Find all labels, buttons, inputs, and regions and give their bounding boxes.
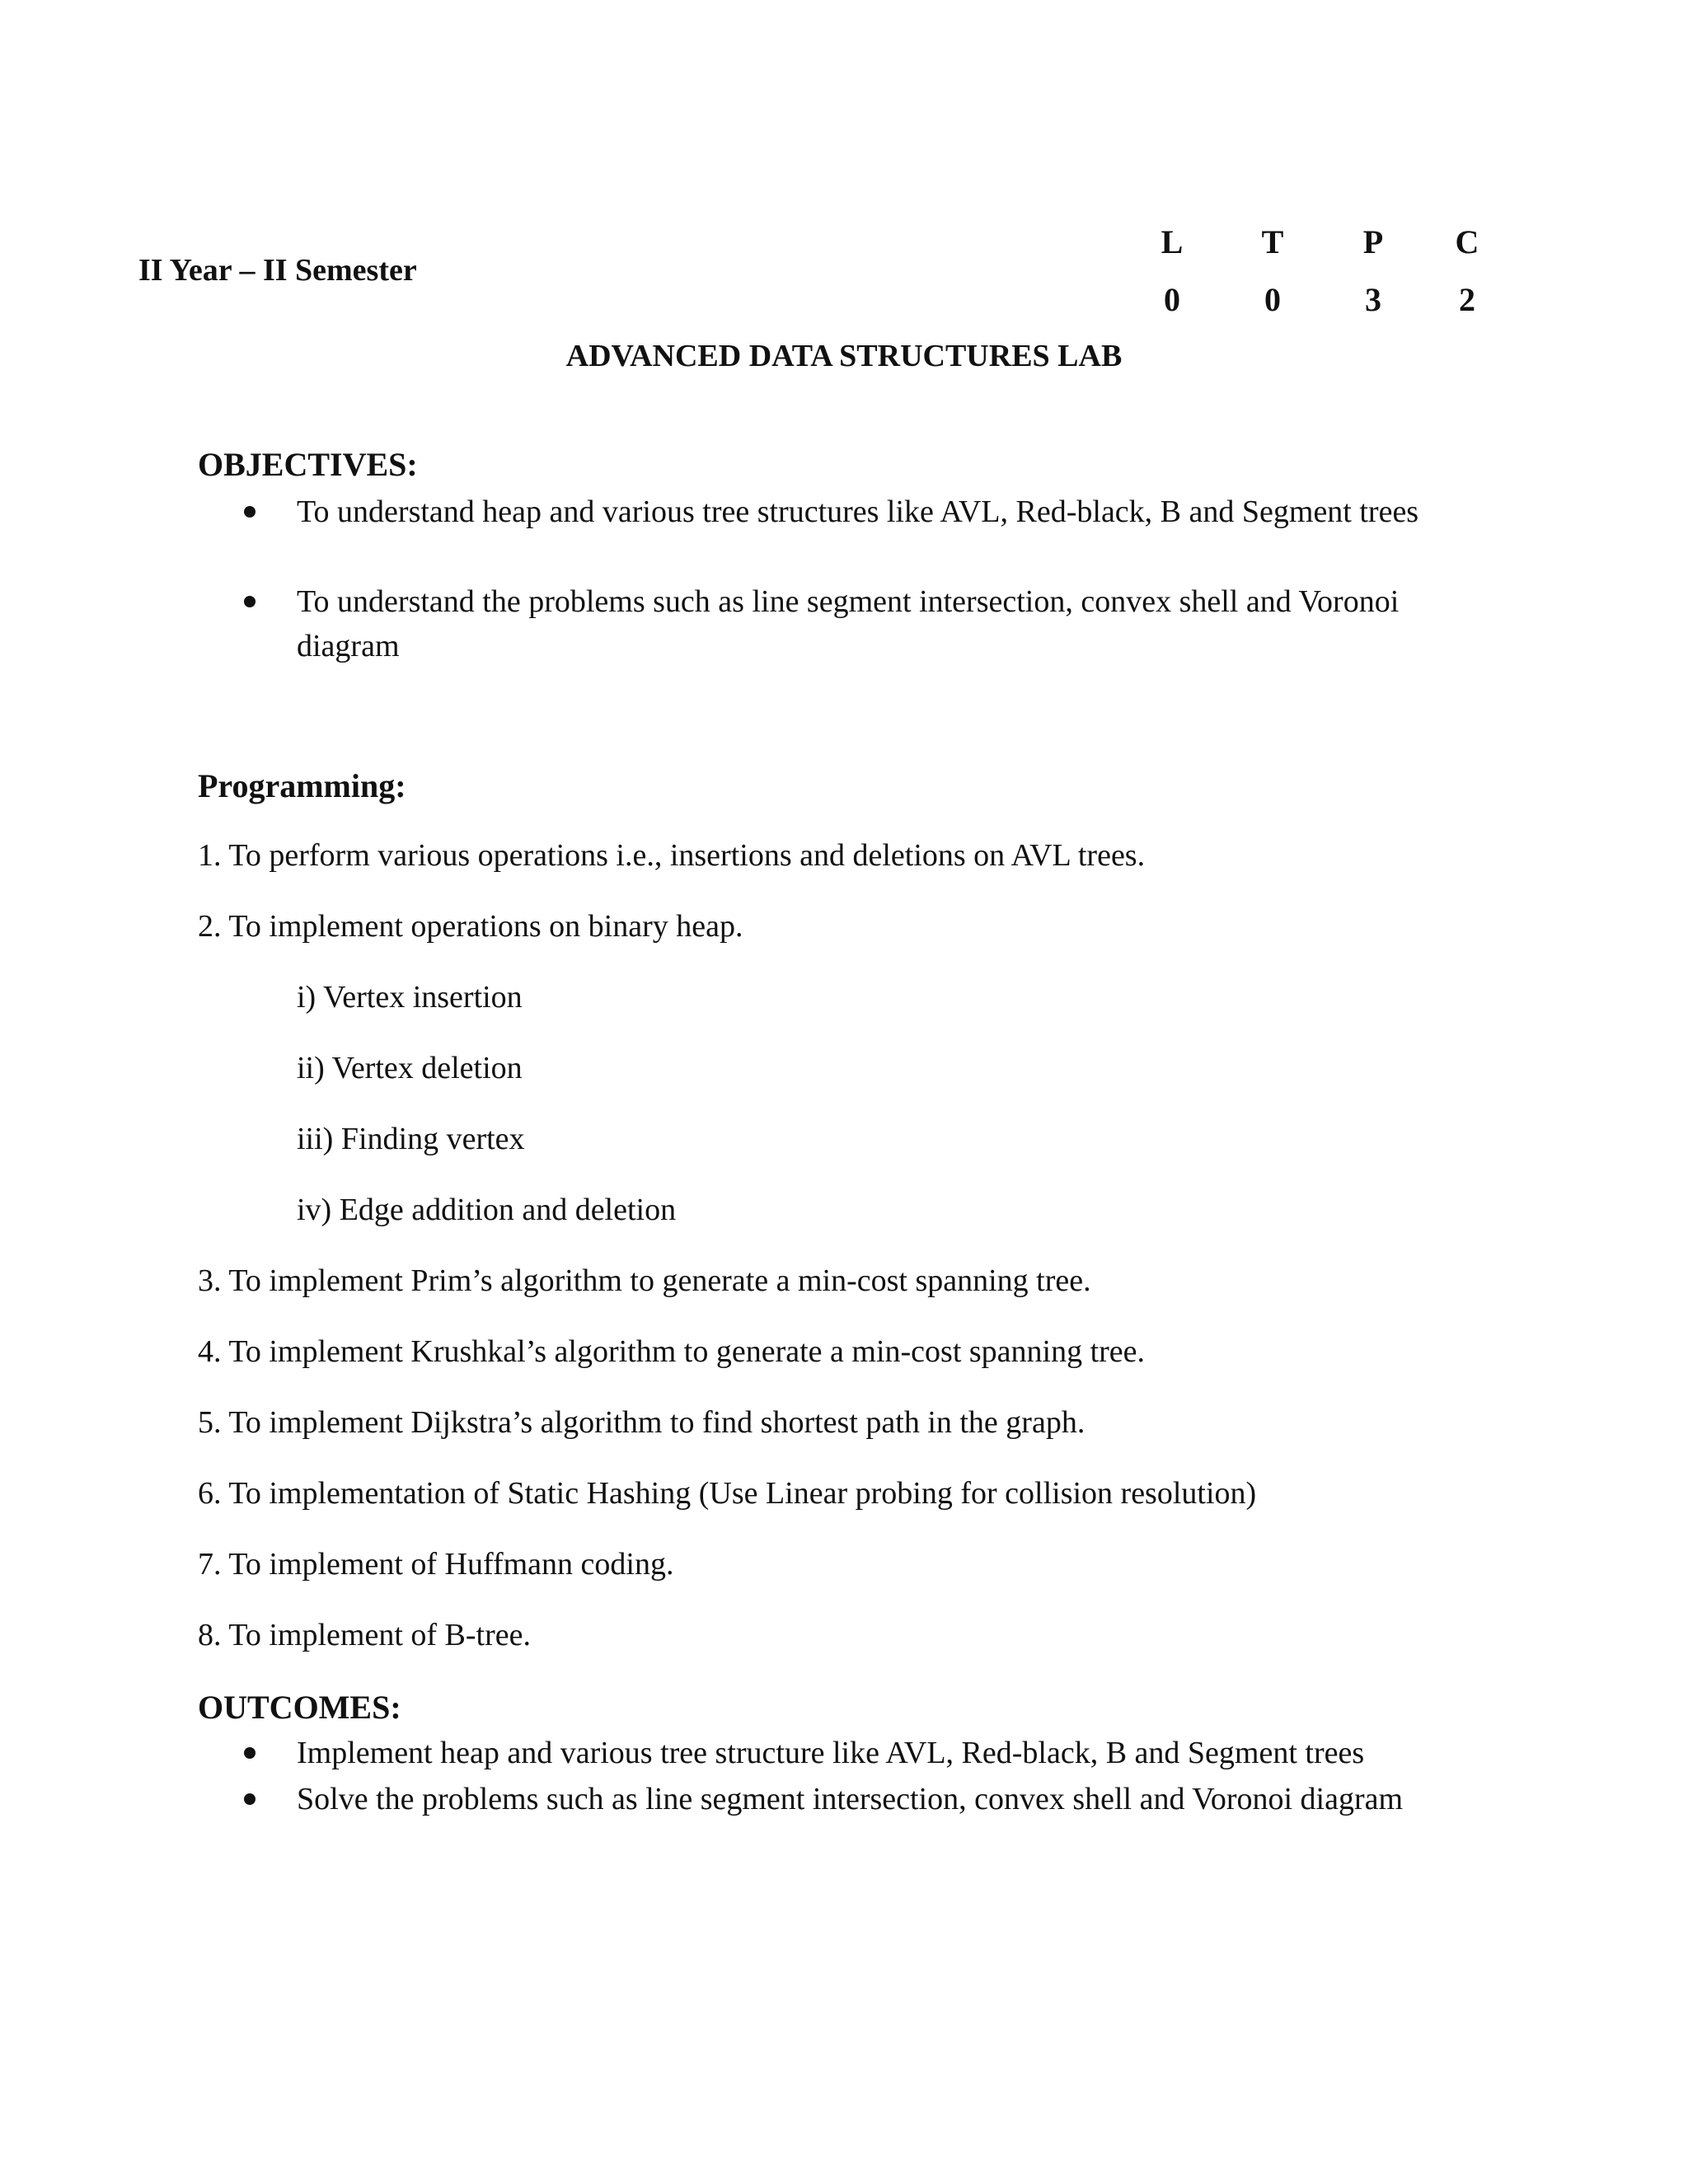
course-title: ADVANCED DATA STRUCTURES LAB	[565, 339, 1123, 373]
objective-text: To understand heap and various tree structures like AVL, Red-black, B and Segment trees	[297, 494, 1419, 529]
ltpc-value-t: 0	[1264, 281, 1281, 318]
list-item: 7. To implement of Huffmann coding.	[198, 1547, 674, 1582]
sub-list-item: iv) Edge addition and deletion	[297, 1193, 677, 1227]
ltpc-value-p: 3	[1365, 281, 1381, 318]
outcome-text: Solve the problems such as line segment intersection, convex shell and Voronoi diagram	[297, 1782, 1404, 1816]
outcome-text: Implement heap and various tree structure like AVL, Red-black, B and Segment trees	[297, 1736, 1365, 1770]
ltpc-label-t: T	[1261, 223, 1284, 260]
ltpc-value-l: 0	[1164, 281, 1180, 318]
list-item: 3. To implement Prim’s algorithm to generate a min-cost spanning tree.	[198, 1263, 1091, 1298]
ltpc-label-c: C	[1455, 223, 1479, 260]
ltpc-value-c: 2	[1459, 281, 1475, 318]
bullet-icon	[244, 1793, 256, 1805]
list-item: 8. To implement of B-tree.	[198, 1618, 531, 1652]
ltpc-label-l: L	[1160, 223, 1184, 260]
sub-list-item: i) Vertex insertion	[297, 980, 523, 1015]
sub-list-item: iii) Finding vertex	[297, 1122, 525, 1156]
list-item: 4. To implement Krushkal’s algorithm to generate a min-cost spanning tree.	[198, 1334, 1146, 1369]
ltpc-label-p: P	[1362, 223, 1384, 260]
list-item: 2. To implement operations on binary heap.	[198, 909, 743, 944]
bullet-icon	[244, 596, 256, 607]
outcomes-heading: OUTCOMES:	[198, 1689, 401, 1726]
bullet-icon	[244, 506, 256, 518]
list-item: 6. To implementation of Static Hashing (Use Linear probing for collision resolution)	[198, 1476, 1257, 1511]
programming-heading: Programming:	[198, 767, 406, 804]
objectives-heading: OBJECTIVES:	[198, 446, 418, 483]
bullet-icon	[244, 1747, 256, 1759]
sub-list-item: ii) Vertex deletion	[297, 1051, 523, 1085]
list-item: 5. To implement Dijkstra’s algorithm to find shortest path in the graph.	[198, 1405, 1085, 1440]
semester-label: II Year – II Semester	[138, 253, 417, 288]
list-item: 1. To perform various operations i.e., insertions and deletions on AVL trees.	[198, 838, 1146, 873]
objective-text: To understand the problems such as line segment intersection, convex shell and Voronoi diagram	[297, 584, 1400, 663]
